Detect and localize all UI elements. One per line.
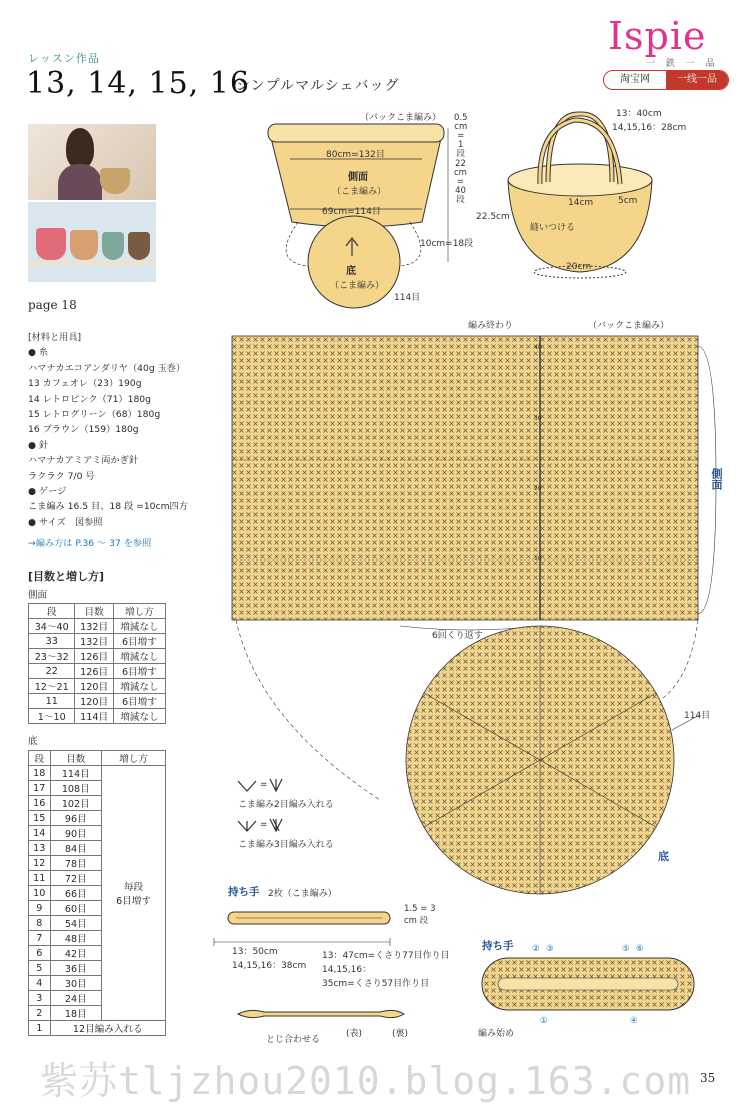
mark-3: ③ [546, 944, 554, 954]
table-cell: 72目 [50, 871, 101, 886]
page-subtitle: シンプルマルシェバッグ [236, 78, 400, 94]
chain-14a: 14,15,16： [322, 965, 372, 975]
h-cm: cm [454, 122, 468, 132]
table-cell: 6目増す [113, 634, 165, 649]
handle-len-14: 14,15,16：38cm [232, 961, 307, 971]
table-cell: 4 [29, 976, 51, 991]
chain-14b: 35cm=くさり57目作り目 [322, 979, 430, 989]
mark-6: ⑥ [636, 944, 644, 954]
page-title: 13, 14, 15, 16 [26, 66, 250, 101]
table-cell: 2 [29, 1006, 51, 1021]
yarn-item: 16 ブラウン（159）180g [28, 424, 139, 436]
bottom-title: 底 [346, 266, 356, 277]
handle-thickness [404, 904, 435, 914]
th-dan: 段 [419, 916, 429, 926]
height-bottom-label: 10cm=18段 [420, 239, 474, 249]
mark-2: ② [532, 944, 540, 954]
table-cell: 48目 [50, 931, 101, 946]
table-cell: 36目 [50, 961, 101, 976]
watermark: 紫苏tljzhou2010.blog.163.com [40, 1059, 692, 1103]
yarn-item: 14 レトロピンク（71）180g [28, 393, 151, 405]
table-cell: 132目 [75, 619, 113, 634]
handle-title-sub: 2枚（こま編み） [268, 889, 337, 899]
stitch-114-label: 114目 [394, 293, 421, 303]
table-cell: 42目 [50, 946, 101, 961]
row-label: 20 [534, 485, 542, 492]
page-number: 35 [700, 1071, 716, 1085]
join-label: とじ合わせる [266, 1035, 321, 1045]
table-cell: 114目 [50, 766, 101, 781]
col-header: 目数 [75, 604, 113, 619]
table-cell: 増減なし [113, 619, 165, 634]
bottom-width-label: 69cm=114目 [322, 207, 381, 217]
h-one: 1 [458, 140, 464, 150]
chart-114-label: 114目 [684, 711, 711, 721]
handle-chart [482, 958, 694, 1010]
side-title: 側面 [348, 172, 368, 183]
chart-bottom-label: 底 [658, 850, 669, 863]
table-cell: 5 [29, 961, 51, 976]
stitch-count-title: [目数と増し方] [28, 570, 105, 583]
table-cell: 12目編み入れる [50, 1021, 165, 1036]
handle-chart-title: 持ち手 [482, 940, 514, 952]
legend-eq: = [260, 820, 268, 830]
col-header: 増し方 [113, 604, 165, 619]
table-cell: 10 [29, 886, 51, 901]
table-cell: 23〜32 [29, 649, 75, 664]
table-cell: 13 [29, 841, 51, 856]
table-cell: 90目 [50, 826, 101, 841]
table-cell: 54目 [50, 916, 101, 931]
table-cell: 114目 [75, 709, 113, 724]
back-label: (裏) [392, 1029, 409, 1039]
base-20-label: 20cm [566, 262, 592, 272]
side-sub: （こま編み） [332, 187, 387, 197]
table-cell: 12〜21 [29, 679, 75, 694]
table-cell: 120目 [75, 679, 113, 694]
table-cell: 増減なし [113, 709, 165, 724]
back-crochet-label: （バックこま編み） [360, 113, 442, 123]
table-cell: 18目 [50, 1006, 101, 1021]
table-cell: 6目増す [113, 664, 165, 679]
table-cell: 33 [29, 634, 75, 649]
mark-4: ④ [630, 1016, 638, 1026]
table-cell: 11 [29, 871, 51, 886]
table-cell: 24目 [50, 991, 101, 1006]
table-cell: 17 [29, 781, 51, 796]
side-table-title: 側面 [28, 590, 48, 601]
table-cell: 30目 [50, 976, 101, 991]
table-cell: 1 [29, 1021, 51, 1036]
table-cell: 78目 [50, 856, 101, 871]
chart-side-label: 側面 [710, 468, 723, 490]
table-cell: 9 [29, 901, 51, 916]
width-5-label: 5cm [618, 196, 638, 206]
h40: 40 [455, 186, 466, 196]
table-cell: 120目 [75, 694, 113, 709]
table-cell: 132目 [75, 634, 113, 649]
table-cell: 108目 [50, 781, 101, 796]
chain-13: 13：47cm=くさり77目作り目 [322, 951, 450, 961]
h-dan2: 段 [456, 195, 465, 205]
handle-join-diagram [238, 1010, 404, 1017]
table-cell: 126目 [75, 664, 113, 679]
materials-title: [材料と用具] [28, 332, 82, 343]
h-dan: 段 [456, 149, 466, 159]
crochet-chart-bottom [406, 626, 700, 894]
th-cm: cm [404, 916, 417, 926]
brand-sub: 一 鉄 一 品 [646, 59, 719, 69]
table-cell: 102目 [50, 796, 101, 811]
sew-label: 縫いつける [530, 223, 576, 233]
merged-increase-cell: 毎段 6目増す [102, 766, 166, 1021]
lesson-label: レッスン作品 [28, 52, 100, 65]
mark-1: ① [540, 1016, 548, 1026]
handle-len-13: 13：50cm [232, 947, 278, 957]
table-cell: 34〜40 [29, 619, 75, 634]
height-mid-label [454, 160, 467, 205]
table-cell: 8 [29, 916, 51, 931]
th-3: 3 [430, 904, 436, 914]
row-label: 10 [534, 555, 542, 562]
h-cm2: cm [454, 168, 467, 178]
table-cell: 96目 [50, 811, 101, 826]
table-cell: 増減なし [113, 679, 165, 694]
legend-eq: = [260, 780, 268, 790]
row-label: 30 [534, 415, 542, 422]
front-label: (表) [346, 1029, 363, 1039]
bottom-table-title: 底 [28, 736, 38, 747]
table-cell: 84目 [50, 841, 101, 856]
col-header: 段 [29, 751, 51, 766]
handle-len-14: 14,15,16：28cm [612, 123, 687, 133]
row-label: 40 [534, 344, 542, 351]
needle-size: ラクラク 7/0 号 [28, 470, 95, 482]
brand-logo: Ispie [608, 14, 707, 58]
needle-name: ハマナカアミアミ両かぎ針 [28, 455, 139, 467]
top-width-label: 80cm=132目 [326, 150, 385, 160]
badge-right: 一线一品 [666, 71, 728, 89]
table-cell: 12 [29, 856, 51, 871]
legend-3in: こま編み3目編み入れる [238, 840, 334, 850]
table-cell: 3 [29, 991, 51, 1006]
yarn-item: 13 カフェオレ（23）190g [28, 378, 142, 390]
table-cell: 14 [29, 826, 51, 841]
handle-strip [214, 912, 390, 946]
gauge-value: こま編み 16.5 目、18 段 =10cm四方 [28, 501, 188, 513]
gauge-head: ● ゲージ [28, 486, 67, 498]
table-cell: 60目 [50, 901, 101, 916]
legend-2in: こま編み2目編み入れる [238, 800, 334, 810]
th-eq: = [420, 904, 428, 914]
yarn-item: 15 レトログリーン（68）180g [28, 409, 161, 421]
handle-thickness-units [404, 914, 428, 926]
table-cell: 1〜10 [29, 709, 75, 724]
end-label: 編み終わり [468, 321, 514, 331]
th-15: 1.5 [404, 904, 418, 914]
h-eq2: = [456, 177, 465, 187]
height-225-label: 22.5cm [476, 212, 510, 222]
col-header: 段 [29, 604, 75, 619]
col-header: 目数 [50, 751, 101, 766]
table-cell: 15 [29, 811, 51, 826]
chart-back-label: （バックこま編み） [588, 321, 670, 331]
width-14-label: 14cm [568, 198, 594, 208]
table-cell: 6 [29, 946, 51, 961]
col-header: 増し方 [102, 751, 166, 766]
size-info: ● サイズ 図参照 [28, 516, 103, 528]
yarn-name: ハマナカエコアンダリヤ（40g 玉巻） [28, 362, 186, 374]
h05: 0.5 [454, 113, 468, 123]
table-cell: 18 [29, 766, 51, 781]
height-top-label [454, 114, 468, 159]
table-cell: 16 [29, 796, 51, 811]
handle-len-13: 13：40cm [616, 109, 662, 119]
table-cell: 11 [29, 694, 75, 709]
start-label: 編み始め [478, 1029, 515, 1039]
table-cell: 6目増す [113, 694, 165, 709]
table-cell: 126目 [75, 649, 113, 664]
page-reference: page 18 [28, 298, 77, 312]
table-cell: 7 [29, 931, 51, 946]
repeat-label: 6回くり返す [432, 631, 483, 641]
instructions-link[interactable]: →編み方は P.36 ～ 37 を参照 [28, 538, 152, 550]
table-cell: 増減なし [113, 649, 165, 664]
h22: 22 [455, 159, 466, 169]
mark-5: ⑤ [622, 944, 630, 954]
bottom-sub: （こま編み） [330, 281, 385, 291]
h-eq: = [457, 131, 465, 141]
table-cell: 66目 [50, 886, 101, 901]
yarn-head: ● 糸 [28, 347, 49, 359]
handle-title: 持ち手 [228, 886, 260, 898]
needle-head: ● 針 [28, 439, 49, 451]
table-cell: 22 [29, 664, 75, 679]
badge-left: 淘宝网 [620, 74, 650, 85]
